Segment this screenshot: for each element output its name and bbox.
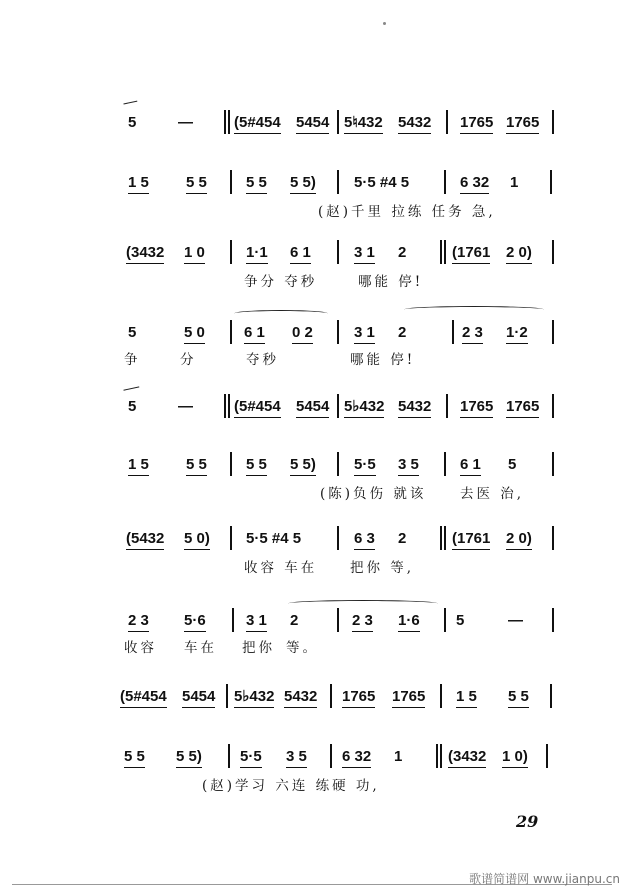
barline [230, 320, 232, 344]
barline [337, 320, 339, 344]
note-group: 1765 [392, 688, 425, 708]
score-row-7 [0, 522, 640, 582]
note-group: 1765 [506, 398, 539, 418]
note-group: 5 5 [186, 174, 207, 194]
note-group: 5♭432 [234, 688, 274, 708]
note-group: 5 5) [176, 748, 202, 768]
lyric-line: 哪能 停! [358, 274, 424, 290]
slur-mark [123, 386, 140, 396]
note: 1 [510, 174, 519, 191]
barline [446, 394, 448, 418]
lyric-line: (陈)负伤 就该 [320, 486, 427, 502]
barline [552, 452, 554, 476]
note-group: (3432 [448, 748, 486, 768]
barline [436, 744, 438, 768]
barline [337, 394, 339, 418]
note: — [508, 612, 523, 629]
note-group: (3432 [126, 244, 164, 264]
score-row-6 [0, 448, 640, 508]
lyric-line: (赵)学习 六连 练硬 功, [202, 778, 380, 794]
note-group: 1·6 [398, 612, 420, 632]
lyric-word: 等。 [286, 640, 319, 656]
note-group: 6 1 [460, 456, 481, 476]
score-row-9 [0, 680, 640, 740]
note: — [178, 398, 193, 415]
note-group: 5 5) [290, 174, 316, 194]
note-group: 5454 [296, 398, 329, 418]
note-group: (5#454 [120, 688, 167, 708]
note-group: 2 3 [352, 612, 373, 632]
barline [230, 452, 232, 476]
barline [550, 170, 552, 194]
note-group: 5·5 #4 5 [246, 530, 302, 547]
note-group: 1765 [506, 114, 539, 134]
note-group: 5 5 [508, 688, 529, 708]
note-group: 5432 [398, 398, 431, 418]
note-group: 3 5 [398, 456, 419, 476]
lyric-line: (赵)千里 拉练 任务 急, [318, 204, 496, 220]
note-group: 1765 [460, 398, 493, 418]
note: 5 [456, 612, 465, 629]
note: 2 [398, 530, 407, 547]
lyric-word: 收容 [124, 640, 157, 656]
barline [444, 170, 446, 194]
note-group: 5♭432 [344, 398, 384, 418]
note-group: 1 5 [128, 456, 149, 476]
barline [444, 452, 446, 476]
barline [232, 608, 234, 632]
barline [552, 110, 554, 134]
note-group: 6 3 [354, 530, 375, 550]
barline [546, 744, 548, 768]
note-group: (1761 [452, 530, 490, 550]
slur-mark [288, 600, 438, 607]
note-group: 6 1 [244, 324, 265, 344]
note-group: 3 1 [246, 612, 267, 632]
note-group: 5·5 [240, 748, 262, 768]
barline [337, 240, 339, 264]
barline [440, 526, 442, 550]
score-row-2 [0, 166, 640, 226]
note-group: 1 5 [128, 174, 149, 194]
note-group: 5♮432 [344, 114, 383, 134]
note-group: 5·6 [184, 612, 206, 632]
note-group: 5 5 [124, 748, 145, 768]
barline [337, 526, 339, 550]
note-group: 5432 [398, 114, 431, 134]
note-group: 1 0 [184, 244, 205, 264]
barline [452, 320, 454, 344]
note-group: 0 2 [292, 324, 313, 344]
barline [224, 394, 226, 418]
note-group: 2 3 [128, 612, 149, 632]
lyric-word: 车在 [184, 640, 217, 656]
note-group: 2 0) [506, 244, 532, 264]
note-group: 5 5 [186, 456, 207, 476]
lyric-word: 哪能 停! [350, 352, 416, 368]
note-group: 3 1 [354, 244, 375, 264]
lyric-line: 争分 夺秒 [244, 274, 318, 290]
barline [228, 744, 230, 768]
note: 2 [290, 612, 299, 629]
barline [550, 684, 552, 708]
lyric-word: 夺秒 [246, 352, 279, 368]
barline [337, 110, 339, 134]
note-group: 5 5) [290, 456, 316, 476]
note: 2 [398, 244, 407, 261]
barline [226, 684, 228, 708]
note-group: 1 0) [502, 748, 528, 768]
note: — [178, 114, 193, 131]
note-group: 3 1 [354, 324, 375, 344]
note: 5 [508, 456, 517, 473]
note-group: (1761 [452, 244, 490, 264]
lyric-word: 争 [124, 352, 141, 368]
note-group: 1·1 [246, 244, 268, 264]
score-row-8 [0, 598, 640, 658]
note-group: 5 0 [184, 324, 205, 344]
barline [552, 320, 554, 344]
barline [224, 110, 226, 134]
note-group: 5·5 #4 5 [354, 174, 410, 191]
note-group: 5432 [284, 688, 317, 708]
note-group: 6 32 [342, 748, 371, 768]
lyric-word: 分 [180, 352, 197, 368]
note: 2 [398, 324, 407, 341]
score-row-3 [0, 236, 640, 296]
note-group: 1765 [342, 688, 375, 708]
note-group: 2 0) [506, 530, 532, 550]
slur-mark [123, 101, 138, 111]
note-group: 5454 [182, 688, 215, 708]
site-watermark: 歌谱简谱网 www.jianpu.cn [469, 872, 620, 886]
page-number: 29 [516, 812, 539, 831]
barline [440, 240, 442, 264]
lyric-line: 收容 车在 [244, 560, 318, 576]
lyric-line: 去医 治, [460, 486, 525, 502]
barline [230, 526, 232, 550]
score-row-5 [0, 388, 640, 448]
barline [552, 394, 554, 418]
barline [230, 170, 232, 194]
note: 5 [128, 398, 137, 415]
barline [552, 240, 554, 264]
note-group: (5#454 [234, 398, 281, 418]
barline [330, 744, 332, 768]
note-group: 1765 [460, 114, 493, 134]
note-group: 5454 [296, 114, 329, 134]
note-group: 6 1 [290, 244, 311, 264]
barline [440, 684, 442, 708]
note-group: (5#454 [234, 114, 281, 134]
barline [552, 526, 554, 550]
note-group: 5 5 [246, 456, 267, 476]
barline [330, 684, 332, 708]
note: 1 [394, 748, 403, 765]
note-group: 3 5 [286, 748, 307, 768]
scan-speck [383, 22, 386, 25]
score-row-1 [0, 100, 640, 160]
lyric-line: 把你 等, [350, 560, 415, 576]
note-group: 5 0) [184, 530, 210, 550]
note-group: 1·2 [506, 324, 528, 344]
slur-mark [234, 310, 328, 317]
note: 5 [128, 114, 137, 131]
barline [552, 608, 554, 632]
barline [337, 608, 339, 632]
barline [337, 452, 339, 476]
barline [446, 110, 448, 134]
lyric-word: 把你 [242, 640, 275, 656]
note-group: 5·5 [354, 456, 376, 476]
score-row-10 [0, 742, 640, 802]
note-group: 6 32 [460, 174, 489, 194]
note-group: 2 3 [462, 324, 483, 344]
score-row-4 [0, 310, 640, 370]
note-group: 5 5 [246, 174, 267, 194]
note: 5 [128, 324, 137, 341]
barline [444, 608, 446, 632]
slur-mark [404, 306, 544, 313]
barline [230, 240, 232, 264]
barline [337, 170, 339, 194]
note-group: (5432 [126, 530, 164, 550]
note-group: 1 5 [456, 688, 477, 708]
